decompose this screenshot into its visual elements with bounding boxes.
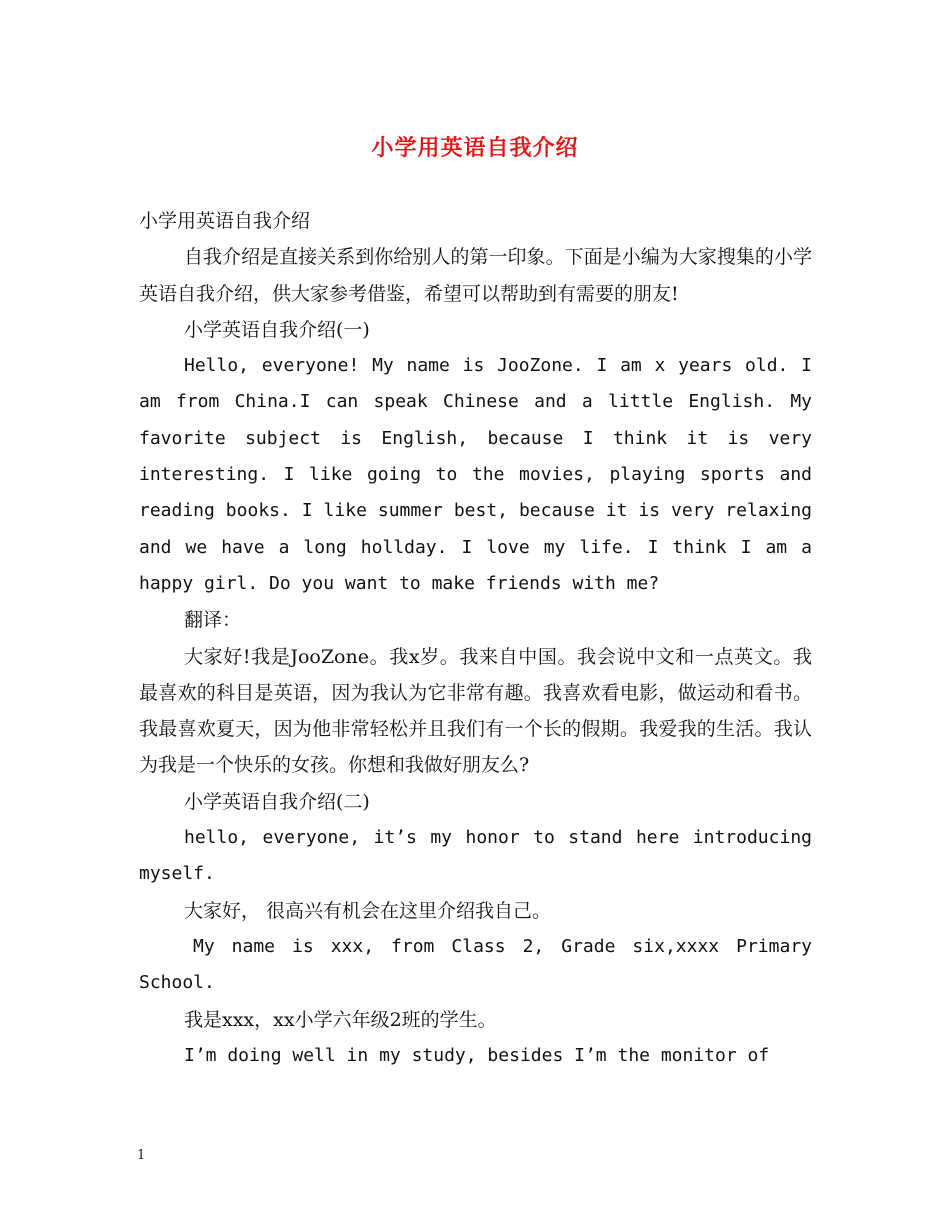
- translation-label: 翻译：: [184, 609, 242, 632]
- paragraph-english-one: Hello, everyone! My name is JooZone. I am x years old. I am from China.I can speak Chinese and a little English. My favorite subject is English, because I think it is very interesting. I like going to the movies, playing sports and reading books. I like summer best, because it is very relaxing and we have a long hollday. I love my life. I think I am a happy girl. Do you want to make friends with me?: [139, 355, 812, 594]
- page-number: 1: [137, 1148, 146, 1163]
- document-title: 小学用英语自我介绍: [371, 135, 579, 161]
- paragraph-english-three: My name is xxx, from Class 2, Grade six,xxxx Primary School.: [139, 935, 812, 994]
- paragraph-translation-two: 大家好， 很高兴有机会在这里介绍我自己。: [184, 899, 552, 922]
- paragraph-heading: 小学用英语自我介绍: [139, 210, 311, 232]
- paragraph-english-four: I’m doing well in my study, besides I’m the monitor of: [184, 1044, 770, 1066]
- section-heading-two: 小学英语自我介绍(二): [184, 790, 370, 813]
- section-heading-one: 小学英语自我介绍(一): [184, 318, 370, 341]
- paragraph-english-two: hello, everyone, it’s my honor to stand here introducing myself.: [139, 827, 812, 885]
- paragraph-translation-three: 我是xxx，xx小学六年级2班的学生。: [184, 1008, 497, 1031]
- document-body: [139, 203, 812, 1074]
- paragraph-translation-one: 大家好!我是JooZone。我x岁。我来自中国。我会说中文和一点英文。我最喜欢的科目是英语，因为我认为它非常有趣。我喜欢看电影，做运动和看书。我最喜欢夏天，因为他非常轻松并且我们有一个长的假期。我爱我的生活。我认为我是一个快乐的女孩。你想和我做好朋友么?: [139, 645, 812, 777]
- paragraph-intro: 自我介绍是直接关系到你给别人的第一印象。下面是小编为大家搜集的小学英语自我介绍，供大家参考借鉴，希望可以帮助到有需要的朋友!: [139, 246, 812, 305]
